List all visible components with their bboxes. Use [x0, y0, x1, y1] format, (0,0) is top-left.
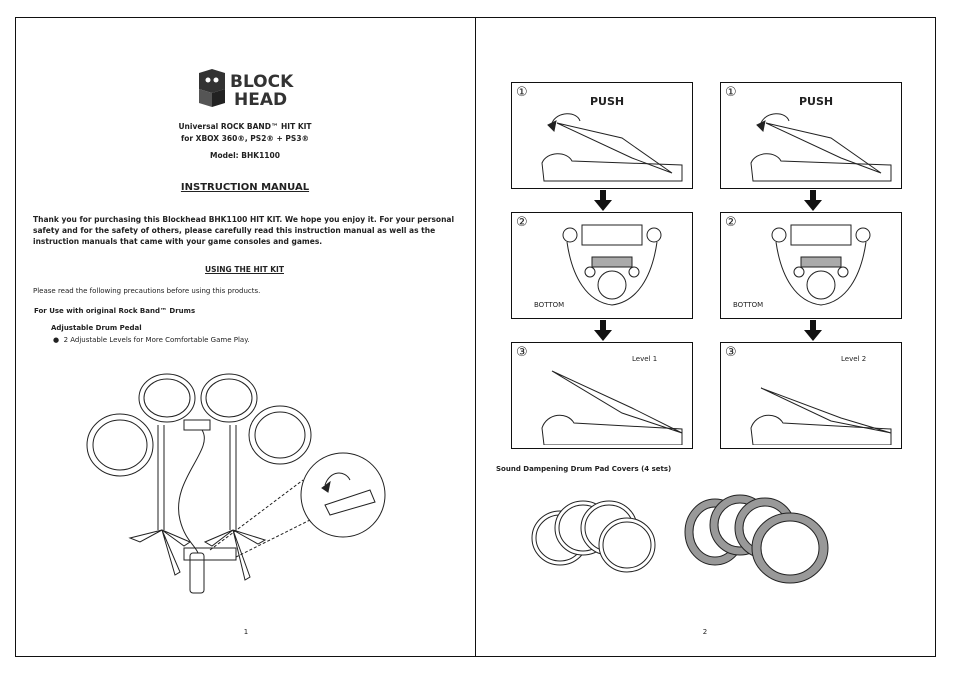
pedal-level-illustration — [532, 363, 692, 445]
step1-marker: ① — [725, 85, 737, 100]
bullet-dot: ● — [53, 336, 64, 344]
drum-pad-covers-illustration — [525, 490, 845, 590]
step1-panel-left — [511, 82, 693, 189]
use-with-text: For Use with original Rock Band™ Drums — [34, 307, 196, 315]
step2-marker: ② — [725, 215, 737, 230]
level-label: Level 2 — [841, 355, 867, 363]
platforms: for XBOX 360®, PS2® + PS3® — [180, 134, 310, 143]
pedal-push-illustration — [741, 103, 901, 185]
push-label: PUSH — [590, 95, 625, 108]
step2-panel-left — [511, 212, 693, 319]
bottom-label: BOTTOM — [733, 301, 764, 309]
manual-title: INSTRUCTION MANUAL — [180, 182, 310, 193]
product-line: Universal ROCK BAND™ HIT KIT — [178, 122, 312, 131]
down-arrow-icon — [593, 190, 613, 212]
pedal-bottom-illustration — [552, 217, 672, 307]
svg-text:BLOCK: BLOCK — [230, 72, 294, 92]
down-arrow-icon — [593, 320, 613, 342]
push-label: PUSH — [799, 95, 834, 108]
step1-panel-right — [720, 82, 902, 189]
precaution-text: Please read the following precautions before using this products. — [33, 287, 261, 295]
pedal-push-illustration — [532, 103, 692, 185]
covers-caption: Sound Dampening Drum Pad Covers (4 sets) — [496, 465, 672, 473]
page-number-1: 1 — [243, 628, 249, 636]
bottom-label: BOTTOM — [534, 301, 565, 309]
pedal-bottom-illustration — [761, 217, 881, 307]
model-number: Model: BHK1100 — [210, 151, 280, 160]
step3-marker: ③ — [516, 345, 528, 360]
down-arrow-icon — [803, 190, 823, 212]
step3-panel-left — [511, 342, 693, 449]
level-label: Level 1 — [632, 355, 658, 363]
step2-panel-right — [720, 212, 902, 319]
down-arrow-icon — [803, 320, 823, 342]
intro-paragraph: Thank you for purchasing this Blockhead BHK1100 HIT KIT. We hope you enjoy it. For your personal safety and for the safety of others, please carefully read this instruction manual as well as the instruction manuals that came with your game consoles and games. — [33, 215, 455, 246]
page-number-2: 2 — [702, 628, 708, 636]
section-title: USING THE HIT KIT — [205, 265, 284, 274]
drum-kit-illustration — [80, 370, 460, 600]
step3-panel-right — [720, 342, 902, 449]
blockhead-logo — [196, 67, 296, 109]
item-title: Adjustable Drum Pedal — [51, 324, 142, 332]
bullet-text: 2 Adjustable Levels for More Comfortable Game Play. — [63, 336, 250, 344]
bullet-item — [53, 336, 250, 344]
step3-marker: ③ — [725, 345, 737, 360]
step1-marker: ① — [516, 85, 528, 100]
step2-marker: ② — [516, 215, 528, 230]
svg-text:HEAD: HEAD — [234, 90, 288, 109]
pedal-level-illustration — [741, 363, 901, 445]
page-divider — [475, 17, 476, 657]
